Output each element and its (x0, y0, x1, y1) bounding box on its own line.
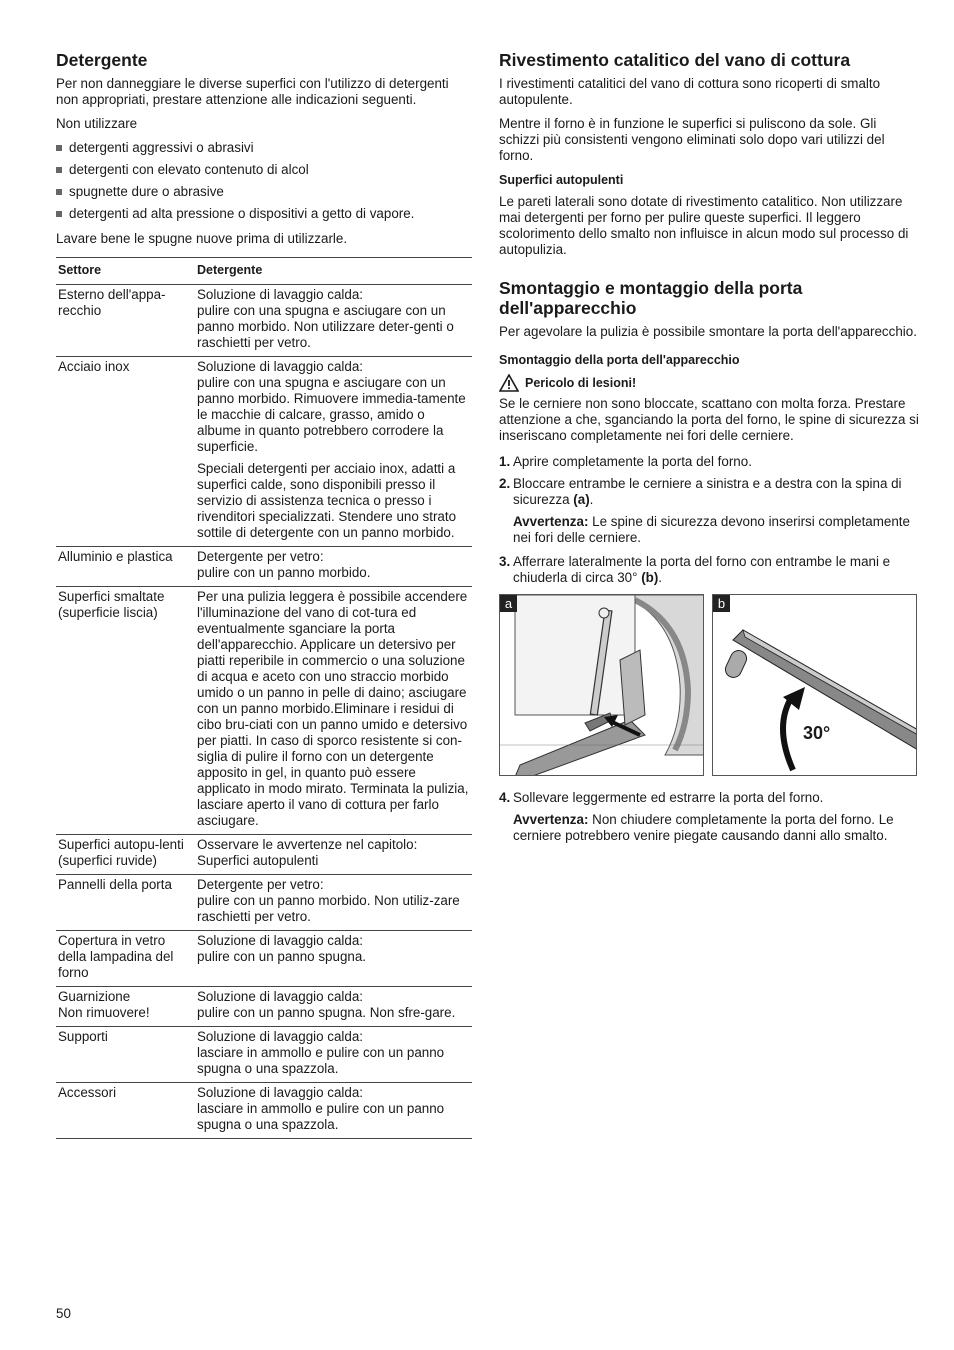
door-angle-illustration (713, 595, 917, 776)
cell-line: Detergente per vetro: (197, 877, 324, 892)
cell-line: Speciali detergenti per acciaio inox, adatti a superfici calde, sono disponibili presso il servizio di assistenza tecnica o presso i rivenditori specializzati. Stendere uno strato sottile di detergente con un panno morbido. (197, 461, 457, 540)
cell-line: pulire con una spugna e asciugare con un panno morbido. Non utilizzare deter-genti o raschietti per vetro. (197, 303, 454, 350)
table-row (56, 547, 472, 587)
table-row (56, 1027, 472, 1083)
step-text: Bloccare entrambe le cerniere a sinistra e a destra con la spina di sicurezza (513, 476, 902, 507)
step-number: 4. (499, 790, 511, 805)
warning-text: Pericolo di lesioni! (525, 376, 637, 390)
table-row (56, 357, 472, 547)
step-item (499, 454, 919, 470)
note-text: Le spine di sicurezza devono inserirsi completamente nei fori delle cerniere. (513, 514, 910, 545)
warning-heading (499, 374, 919, 392)
table-cell-detergent (195, 1027, 472, 1083)
section-title-catalytic: Rivestimento catalitico del vano di cottura (499, 50, 851, 70)
left-column (56, 50, 472, 1139)
step-item: 3. Afferrare lateralmente la porta del forno con entrambe le mani e chiuderla di circa 30° (b). (499, 554, 891, 585)
table-cell-detergent (195, 587, 472, 835)
step-number: 1. (499, 454, 511, 469)
cell-line: lasciare in ammollo e pulire con un panno spugna o una spazzola. (197, 1101, 445, 1132)
figure-label-b: b (713, 595, 730, 612)
figure-b-door-angle (712, 594, 917, 776)
cell-line: Non rimuovere! (58, 1005, 150, 1020)
self-cleaning-paragraph: Le pareti laterali sono dotate di rivestimento catalitico. Non utilizzare mai detergenti per forno per pulire queste superfici. Il leggero scolorimento dello smalto non influisce in alcun modo sul processo di autopulizia. (499, 194, 909, 257)
table-header-detergente: Detergente (195, 258, 472, 285)
steps-list (499, 554, 919, 586)
warning-triangle-icon (499, 374, 519, 392)
bullet-item: detergenti aggressivi o abrasivi (56, 140, 472, 156)
cell-line: Soluzione di lavaggio calda: (197, 1029, 364, 1044)
catalytic-paragraph-2: Mentre il forno è in funzione le superfici si puliscono da sole. Gli schizzi più consistenti vengono eliminati solo dopo vari utilizzi del forno. (499, 116, 885, 163)
wash-note: Lavare bene le spugne nuove prima di utilizzarle. (56, 231, 348, 246)
door-intro: Per agevolare la pulizia è possibile smontare la porta dell'apparecchio. (499, 324, 917, 339)
cell-line: pulire con una spugna e asciugare con un panno morbido. Rimuovere immedia-tamente le macchie di calcare, grasso, amido o albume in quanto potrebbero corrodere la superficie. (197, 375, 466, 454)
cell-line: Soluzione di lavaggio calda: (197, 287, 364, 302)
not-use-label: Non utilizzare (56, 116, 138, 131)
table-row (56, 285, 472, 357)
table-cell-area: Pannelli della porta (56, 875, 195, 931)
table-row (56, 835, 472, 875)
step-ref: (a) (573, 492, 590, 507)
step-number: 2. (499, 476, 511, 491)
cell-line: Osservare le avvertenze nel capitolo: Superfici autopulenti (197, 837, 418, 868)
table-cell-area: Alluminio e plastica (56, 547, 195, 587)
table-cell-detergent (195, 875, 472, 931)
table-cell-detergent (195, 1083, 472, 1139)
note-1 (499, 514, 919, 546)
cell-line: Soluzione di lavaggio calda: (197, 1085, 364, 1100)
subtitle-door-removal: Smontaggio della porta dell'apparecchio (499, 353, 740, 367)
steps-list (499, 454, 919, 508)
step-text: Aprire completamente la porta del forno. (513, 454, 752, 469)
cell-line: pulire con un panno morbido. Non utiliz-zare raschietti per vetro. (197, 893, 460, 924)
table-cell-detergent (195, 835, 472, 875)
cell-line: Soluzione di lavaggio calda: (197, 989, 364, 1004)
table-cell-detergent (195, 547, 472, 587)
table-cell-detergent (195, 931, 472, 987)
table-cell-area: Acciaio inox (56, 357, 195, 547)
catalytic-paragraph-1: I rivestimenti catalitici del vano di cottura sono ricoperti di smalto autopulente. (499, 76, 881, 107)
subtitle-self-cleaning: Superfici autopulenti (499, 173, 624, 187)
step-ref: (b) (641, 570, 659, 585)
figures (499, 594, 919, 776)
cleaning-table (56, 257, 472, 1139)
cell-line: lasciare in ammollo e pulire con un panno spugna o una spazzola. (197, 1045, 445, 1076)
step-number: 3. (499, 554, 511, 569)
table-header-row (56, 258, 472, 285)
page-number: 50 (56, 1306, 71, 1321)
table-cell-area: Accessori (56, 1083, 195, 1139)
cell-line: Guarnizione (58, 989, 131, 1004)
table-cell-area: Esterno dell'appa-recchio (56, 285, 195, 357)
note-text: Non chiudere completamente la porta del forno. Le cerniere potrebbero venire piegate causando danni allo smalto. (513, 812, 894, 843)
right-column (499, 50, 919, 852)
cell-line: pulire con un panno spugna. Non sfre-gare. (197, 1005, 456, 1020)
bullet-item: detergenti con elevato contenuto di alcol (56, 162, 472, 178)
cell-line: pulire con un panno spugna. (197, 949, 367, 964)
table-cell-area (56, 987, 195, 1027)
section-title-door: Smontaggio e montaggio della porta dell'apparecchio (499, 278, 803, 318)
table-cell-area: Supporti (56, 1027, 195, 1083)
figure-label-a: a (500, 595, 517, 612)
bullet-item: detergenti ad alta pressione o dispositivi a getto di vapore. (56, 206, 472, 222)
steps-list (499, 790, 919, 806)
cell-line: Detergente per vetro: (197, 549, 324, 564)
cell-line: Per una pulizia leggera è possibile accendere l'illuminazione del vano di cot-tura ed eventualmente sganciare la porta dell'apparecchio. Applicare un detersivo per piatti reperibile in commercio o una soluzione di acqua e aceto con uno straccio morbido umido o un panno in pelle di daino; asciugare con un panno morbido.Eliminare i residui di cibo bru-ciati con un panno umido e detersivo per piatti. In caso di sporco resistente si con-siglia di pulire il forno con un detergente apposito in gel, in quanto può essere applicato in modo mirato. Terminata la pulizia, lasciare aperto il vano di cottura per farlo asciugare. (197, 589, 469, 828)
step-text: Sollevare leggermente ed estrarre la porta del forno. (513, 790, 824, 805)
step-item: 2. Bloccare entrambe le cerniere a sinistra e a destra con la spina di sicurezza (a). (499, 476, 902, 507)
cell-line: pulire con un panno morbido. (197, 565, 371, 580)
step-text: Afferrare lateralmente la porta del forno con entrambe le mani e chiuderla di circa 30° (513, 554, 891, 585)
table-cell-area: Superfici smaltate (superficie liscia) (56, 587, 195, 835)
table-row (56, 987, 472, 1027)
note-label: Avvertenza: (513, 514, 589, 529)
table-header-settore: Settore (56, 258, 195, 285)
step-item (499, 790, 919, 806)
section-title-detergente: Detergente (56, 50, 148, 70)
table-row (56, 587, 472, 835)
table-cell-detergent (195, 357, 472, 547)
cell-line: Soluzione di lavaggio calda: (197, 359, 364, 374)
table-cell-detergent (195, 285, 472, 357)
bullet-item: spugnette dure o abrasive (56, 184, 472, 200)
intro-paragraph: Per non danneggiare le diverse superfici con l'utilizzo di detergenti non appropriati, prestare attenzione alle indicazioni seguenti. (56, 76, 449, 107)
table-cell-detergent (195, 987, 472, 1027)
note-label: Avvertenza: (513, 812, 589, 827)
table-cell-area: Superfici autopu-lenti (superfici ruvide) (56, 835, 195, 875)
table-row (56, 931, 472, 987)
warning-paragraph: Se le cerniere non sono bloccate, scattano con molta forza. Prestare attenzione a che, sganciando la porta del forno, le spine di sicurezza si inseriscano completamente nei fori delle cerniere. (499, 396, 919, 443)
table-row (56, 1083, 472, 1139)
hinge-illustration (500, 595, 704, 776)
note-2 (499, 812, 919, 844)
table-row (56, 875, 472, 931)
table-cell-area: Copertura in vetro della lampadina del forno (56, 931, 195, 987)
bullet-list (56, 140, 472, 222)
figure-a-hinge (499, 594, 704, 776)
cell-line: Soluzione di lavaggio calda: (197, 933, 364, 948)
angle-label: 30° (803, 723, 831, 743)
